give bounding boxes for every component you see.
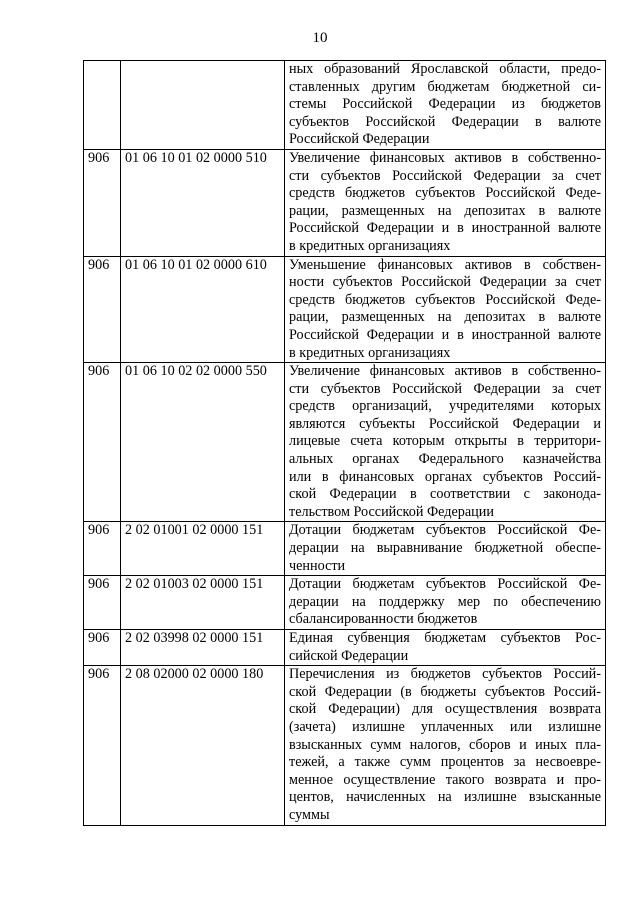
description-line: сти субъектов Российской Федерации за счет — [289, 380, 601, 397]
description-line: Единая субвенция бюджетам субъектов Рос- — [289, 630, 601, 646]
budget-code-cell: 01 06 10 02 02 0000 550 — [121, 363, 285, 522]
description-line: средств организаций, учредителями которых — [289, 398, 601, 415]
description-line: ской Федерации (в бюджеты субъектов Россий- — [289, 683, 601, 700]
description-line: ской Федерации) для осуществления возврата — [289, 701, 601, 718]
description-cell — [285, 149, 606, 256]
admin-code-cell: 906 — [84, 149, 121, 256]
description-cell — [285, 61, 606, 150]
description-line: или в финансовых органах субъектов Россий- — [289, 468, 601, 485]
description-line: рации, размещенных на депозитах в валюте — [289, 309, 601, 326]
admin-code-cell: 906 — [84, 576, 121, 630]
description-line: взысканных сумм налогов, сборов и иных пла- — [289, 736, 601, 753]
description-line: (зачета) излишне уплаченных или излишне — [289, 718, 601, 735]
table-row — [84, 149, 606, 256]
table-row — [84, 256, 606, 363]
description-line: Увеличение финансовых активов в собственно- — [289, 149, 601, 166]
description-cell — [285, 522, 606, 576]
table-row — [84, 666, 606, 825]
budget-code-cell: 2 02 01001 02 0000 151 — [121, 522, 285, 576]
description-line: дерации на выравнивание бюджетной обеспе- — [289, 540, 601, 557]
description-line: тельством Российской Федерации — [289, 503, 494, 520]
description-line: ных образований Ярославской области, предо- — [289, 61, 601, 77]
description-line: дерации на поддержку мер по обеспечению — [289, 593, 601, 610]
description-cell — [285, 256, 606, 363]
admin-code-cell: 906 — [84, 256, 121, 363]
description-line: Дотации бюджетам субъектов Российской Фе- — [289, 576, 601, 593]
table-row — [84, 522, 606, 576]
description-cell — [285, 576, 606, 630]
description-line: центов, начисленных на излишне взысканные — [289, 789, 601, 806]
description-line: ченности — [289, 557, 346, 574]
description-line: стемы Российской Федерации из бюджетов — [289, 96, 601, 113]
table-row — [84, 630, 606, 666]
description-line: в кредитных организациях — [289, 344, 451, 361]
description-line: Российской Федерации — [289, 131, 430, 148]
admin-code-cell: 906 — [84, 630, 121, 666]
budget-code-cell: 2 02 03998 02 0000 151 — [121, 630, 285, 666]
description-line: в кредитных организациях — [289, 237, 451, 254]
table-row — [84, 576, 606, 630]
budget-code-cell: 2 08 02000 02 0000 180 — [121, 666, 285, 825]
budget-code-cell: 2 02 01003 02 0000 151 — [121, 576, 285, 630]
admin-code-cell: 906 — [84, 666, 121, 825]
budget-code-cell: 01 06 10 01 02 0000 510 — [121, 149, 285, 256]
description-line: субъектов Российской Федерации в валюте — [289, 113, 601, 130]
description-line: являются субъекты Российской Федерации и — [289, 415, 601, 432]
table-row — [84, 61, 606, 150]
description-line: Увеличение финансовых активов в собственно- — [289, 363, 601, 380]
description-line: Российской Федерации и в иностранной валюте — [289, 326, 601, 343]
admin-code-cell — [84, 61, 121, 150]
description-line: средств бюджетов субъектов Российской Феде- — [289, 185, 601, 202]
budget-classification-table — [83, 60, 606, 826]
page-number: 10 — [312, 30, 328, 46]
description-line: сбалансированности бюджетов — [289, 611, 478, 628]
description-line: Дотации бюджетам субъектов Российской Фе- — [289, 522, 601, 539]
description-line: менное осуществление такого возврата и про- — [289, 771, 601, 788]
admin-code-cell: 906 — [84, 522, 121, 576]
description-line: альных органах Федерального казначейства — [289, 451, 601, 468]
description-cell — [285, 630, 606, 666]
description-line: средств бюджетов субъектов Российской Феде- — [289, 291, 601, 308]
description-line: Перечисления из бюджетов субъектов Россий- — [289, 666, 601, 683]
table-row — [84, 363, 606, 522]
description-line: лицевые счета которым открыты в территори- — [289, 433, 601, 450]
description-line: ской Федерации в соответствии с законода- — [289, 486, 601, 503]
table-body — [84, 61, 606, 826]
description-line: рации, размещенных на депозитах в валюте — [289, 202, 601, 219]
admin-code-cell: 906 — [84, 363, 121, 522]
description-line: суммы — [289, 806, 330, 823]
description-line: Российской Федерации и в иностранной валюте — [289, 220, 601, 237]
description-cell — [285, 363, 606, 522]
description-line: тежей, а также сумм процентов за несвоевре- — [289, 754, 601, 771]
description-line: ставленных другим бюджетам бюджетной си- — [289, 78, 601, 95]
description-line: ности субъектов Российской Федерации за счет — [289, 274, 601, 291]
description-line: сийской Федерации — [289, 647, 409, 664]
budget-code-cell: 01 06 10 01 02 0000 610 — [121, 256, 285, 363]
description-line: Уменьшение финансовых активов в собствен- — [289, 256, 601, 273]
description-line: сти субъектов Российской Федерации за счет — [289, 167, 601, 184]
description-cell — [285, 666, 606, 825]
budget-code-cell — [121, 61, 285, 150]
